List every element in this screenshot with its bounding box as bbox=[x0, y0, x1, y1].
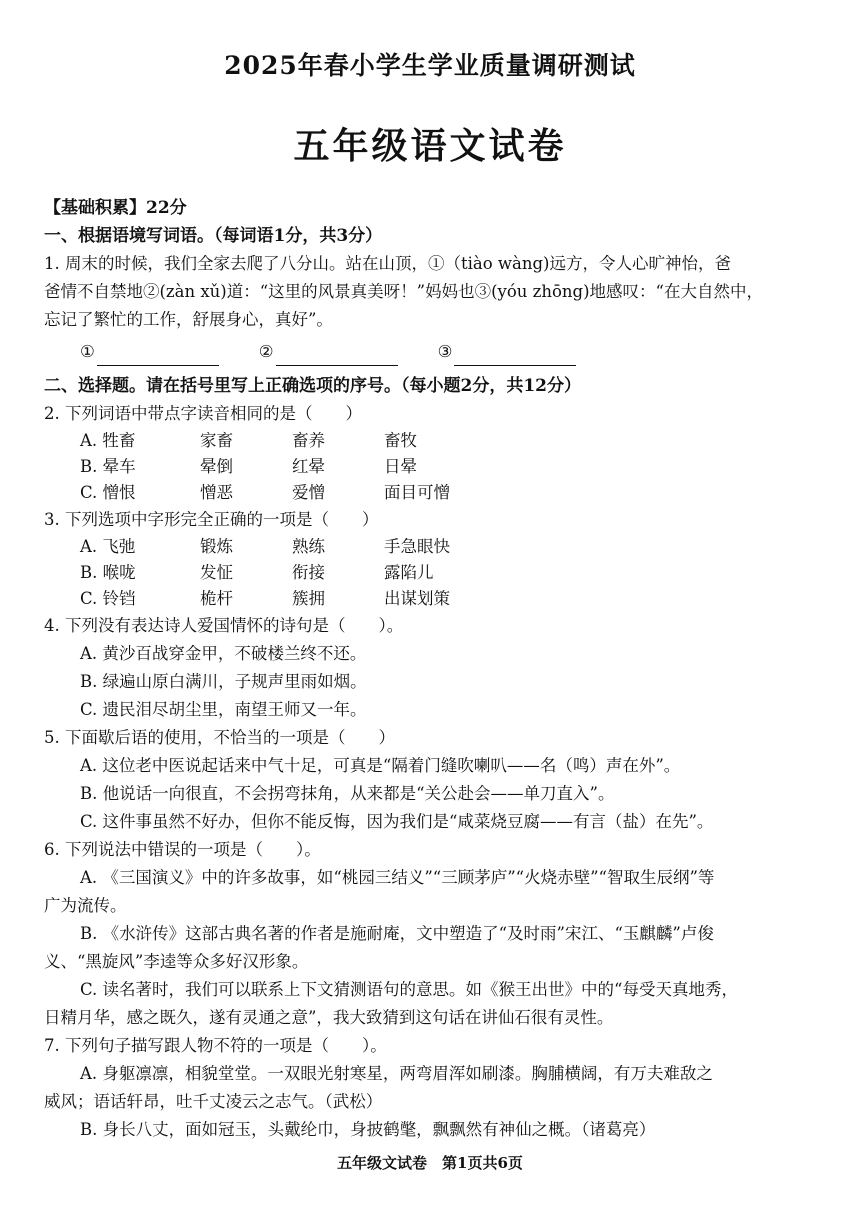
option-line: B. 身长八丈，面如冠玉，头戴纶巾，身披鹤氅，飘飘然有神仙之概。（诸葛亮） bbox=[80, 1120, 656, 1139]
option-cell: A. 牲畜 bbox=[80, 431, 136, 450]
answer-blanks bbox=[44, 338, 824, 366]
blank-line bbox=[97, 347, 219, 366]
question-1-line: 忘记了繁忙的工作，舒展身心，真好”。 bbox=[44, 310, 333, 329]
option-cell: 家畜 bbox=[200, 431, 233, 450]
part-heading: 【基础积累】22分 bbox=[44, 198, 187, 218]
option-cell: 畜牧 bbox=[384, 431, 417, 450]
option-line: A. 黄沙百战穿金甲，不破楼兰终不还。 bbox=[80, 644, 367, 663]
option-cell: 出谋划策 bbox=[384, 589, 450, 608]
section-1-heading: 一、根据语境写词语。（每词语1分，共3分） bbox=[44, 226, 383, 246]
option-line-continued: 广为流传。 bbox=[44, 896, 127, 915]
option-line: B. 《水浒传》这部古典名著的作者是施耐庵，文中塑造了“及时雨”宋江、“玉麒麟”卢俊 bbox=[80, 924, 714, 943]
option-line: C. 遗民泪尽胡尘里，南望王师又一年。 bbox=[80, 700, 367, 719]
option-cell: 露陷儿 bbox=[384, 563, 434, 582]
option-cell: 畜养 bbox=[292, 431, 325, 450]
option-cell: C. 铃铛 bbox=[80, 589, 136, 608]
option-cell: 桅杆 bbox=[200, 589, 233, 608]
option-cell: A. 飞弛 bbox=[80, 537, 136, 556]
question-3-stem: 3. 下列选项中字形完全正确的一项是（ ） bbox=[44, 510, 379, 529]
option-cell: 发怔 bbox=[200, 563, 233, 582]
question-2-stem: 2. 下列词语中带点字读音相同的是（ ） bbox=[44, 404, 362, 423]
option-cell: B. 晕车 bbox=[80, 457, 136, 476]
option-line: C. 读名著时，我们可以联系上下文猜测语句的意思。如《猴王出世》中的“每受天真地秀， bbox=[80, 980, 738, 999]
option-cell: 红晕 bbox=[292, 457, 325, 476]
option-line: A. 这位老中医说起话来中气十足，可真是“隔着门缝吹喇叭——名（鸣）声在外”。 bbox=[80, 756, 681, 775]
option-line: A. 《三国演义》中的许多故事，如“桃园三结义”“三顾茅庐”“火烧赤壁”“智取生辰纲”等 bbox=[80, 868, 715, 887]
option-line-continued: 威风；语话轩昂，吐千丈凌云之志气。（武松） bbox=[44, 1092, 383, 1111]
question-4-stem: 4. 下列没有表达诗人爱国情怀的诗句是（ ）。 bbox=[44, 616, 404, 635]
option-cell: 爱憎 bbox=[292, 483, 325, 502]
option-line: B. 绿遍山原白满川，子规声里雨如烟。 bbox=[80, 672, 367, 691]
question-1-line: 爸情不自禁地②(zàn xǔ)道：“这里的风景真美呀！”妈妈也③(yóu zhōng)地感叹：“在大自然中， bbox=[44, 282, 763, 301]
exam-title: 2025年春小学生学业质量调研测试 bbox=[224, 51, 636, 80]
question-3-options bbox=[44, 534, 824, 612]
question-1-line: 1. 周末的时候，我们全家去爬了八分山。站在山顶，①（tiào wàng)远方，令人心旷神怡，爸 bbox=[44, 254, 731, 273]
option-cell: 憎恶 bbox=[200, 483, 233, 502]
answer-blank[interactable]: ③ bbox=[438, 338, 577, 366]
question-7-stem: 7. 下列句子描写跟人物不符的一项是（ ）。 bbox=[44, 1036, 387, 1055]
answer-blank[interactable]: ① bbox=[80, 338, 219, 366]
question-5-stem: 5. 下面歇后语的使用，不恰当的一项是（ ） bbox=[44, 728, 395, 747]
option-cell: C. 憎恨 bbox=[80, 483, 136, 502]
option-cell: B. 喉咙 bbox=[80, 563, 136, 582]
option-cell: 面目可憎 bbox=[384, 483, 450, 502]
option-cell: 日晕 bbox=[384, 457, 417, 476]
option-line: B. 他说话一向很直，不会拐弯抹角，从来都是“关公赴会——单刀直入”。 bbox=[80, 784, 615, 803]
question-2-options bbox=[44, 428, 824, 506]
option-cell: 衔接 bbox=[292, 563, 325, 582]
answer-blank[interactable]: ② bbox=[259, 338, 398, 366]
option-line: A. 身躯凛凛，相貌堂堂。一双眼光射寒星，两弯眉浑如刷漆。胸脯横阔，有万夫难敌之 bbox=[80, 1064, 713, 1083]
blank-line bbox=[454, 347, 576, 366]
question-6-stem: 6. 下列说法中错误的一项是（ ）。 bbox=[44, 840, 321, 859]
option-cell: 熟练 bbox=[292, 537, 325, 556]
exam-subtitle: 五年级语文试卷 bbox=[293, 125, 567, 167]
option-cell: 手急眼快 bbox=[384, 537, 450, 556]
page-footer: 五年级文试卷 第1页共6页 bbox=[337, 1154, 523, 1172]
option-line-continued: 义、“黑旋风”李逵等众多好汉形象。 bbox=[44, 952, 309, 971]
option-cell: 晕倒 bbox=[200, 457, 233, 476]
option-cell: 簇拥 bbox=[292, 589, 325, 608]
blank-line bbox=[276, 347, 398, 366]
option-line: C. 这件事虽然不好办，但你不能反悔，因为我们是“咸菜烧豆腐——有言（盐）在先”。 bbox=[80, 812, 714, 831]
section-2-heading: 二、选择题。请在括号里写上正确选项的序号。（每小题2分，共12分） bbox=[44, 376, 581, 396]
exam-content bbox=[44, 194, 824, 1144]
option-line-continued: 日精月华，感之既久，遂有灵通之意”，我大致猜到这句话在讲仙石很有灵性。 bbox=[44, 1008, 614, 1027]
option-cell: 锻炼 bbox=[200, 537, 233, 556]
